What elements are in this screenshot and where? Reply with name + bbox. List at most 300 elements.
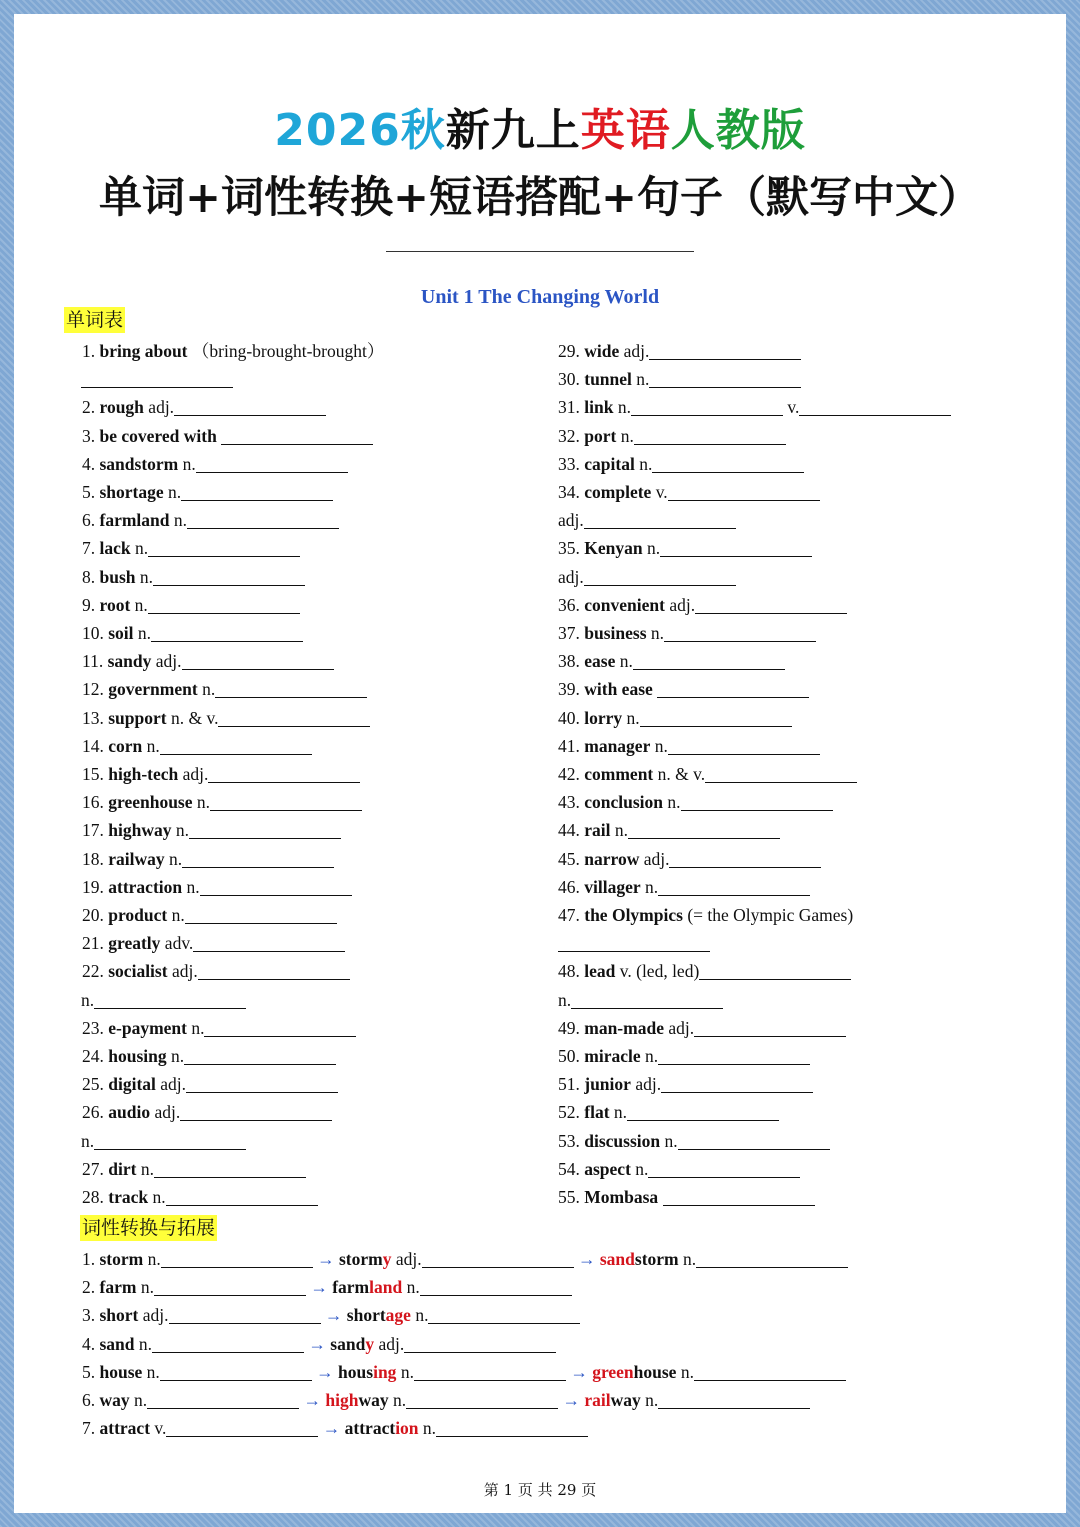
vocab-item xyxy=(558,396,951,418)
item-number: 46. xyxy=(558,876,585,897)
arrow-icon: → xyxy=(311,1361,339,1382)
vocab-word: highway xyxy=(108,820,172,841)
part-of-speech: n. xyxy=(143,1249,161,1269)
answer-blank[interactable] xyxy=(652,456,804,473)
answer-blank[interactable] xyxy=(657,681,809,698)
vocab-word: soil xyxy=(108,623,134,643)
part-of-speech: n. xyxy=(616,425,634,446)
part-of-speech: adv. xyxy=(160,933,194,954)
answer-blank[interactable] xyxy=(174,399,326,416)
part-of-speech: adj. xyxy=(664,594,696,615)
item-number: 50. xyxy=(558,1046,585,1066)
answer-blank[interactable] xyxy=(184,1048,336,1065)
vocab-word: track xyxy=(108,1187,149,1207)
part-of-speech: n. xyxy=(136,1158,154,1179)
vocab-word: audio xyxy=(108,1102,151,1123)
vocab-item xyxy=(558,876,810,898)
arrow-icon: → xyxy=(320,1305,347,1326)
item-number: 35. xyxy=(558,538,585,559)
answer-blank[interactable] xyxy=(193,935,345,952)
part-of-speech: n. xyxy=(129,1390,148,1410)
vocab-item xyxy=(558,1130,830,1152)
part-of-speech: n. xyxy=(640,1390,659,1410)
vocab-item xyxy=(82,509,339,531)
answer-blank[interactable] xyxy=(182,653,334,670)
vocab-item xyxy=(558,960,851,982)
vocab-word: aspect xyxy=(584,1158,631,1179)
answer-blank[interactable] xyxy=(678,1133,830,1150)
part-of-speech: adj. xyxy=(558,566,584,587)
answer-blank[interactable] xyxy=(631,399,783,416)
part-of-speech: n. xyxy=(167,905,185,925)
part-of-speech: n. xyxy=(164,848,183,869)
item-number: 27. xyxy=(82,1158,109,1179)
item-number: 16. xyxy=(82,792,109,813)
answer-blank[interactable] xyxy=(208,766,360,783)
item-number: 54. xyxy=(558,1158,585,1179)
answer-blank[interactable] xyxy=(649,371,801,388)
answer-blank[interactable] xyxy=(668,738,820,755)
vocab-word: manager xyxy=(584,735,651,756)
base-word: sand xyxy=(99,1333,135,1354)
answer-blank[interactable] xyxy=(699,963,851,980)
vocab-item xyxy=(82,481,333,503)
answer-blank[interactable] xyxy=(799,399,951,416)
answer-blank[interactable] xyxy=(558,935,710,952)
part-of-speech: n. xyxy=(402,1277,420,1298)
item-number: 7. xyxy=(82,1418,100,1439)
part-of-speech: n. & v. xyxy=(166,707,219,728)
answer-blank[interactable] xyxy=(166,1420,318,1437)
part-of-speech: adj. xyxy=(143,397,175,418)
derived-word-part: sand xyxy=(330,1333,366,1354)
item-number: 19. xyxy=(82,876,109,897)
vocab-word: support xyxy=(108,707,167,728)
item-number: 11. xyxy=(82,651,108,672)
vocab-item xyxy=(82,340,384,362)
item-number: 12. xyxy=(82,679,109,700)
vocab-word: sandy xyxy=(107,651,152,672)
item-number: 2. xyxy=(82,1277,100,1298)
derived-word-part: land xyxy=(369,1277,403,1298)
vocab-word: junior xyxy=(584,1074,631,1095)
vocab-item xyxy=(558,1158,800,1180)
conversion-row xyxy=(82,1389,810,1411)
vocab-word: greenhouse xyxy=(108,792,193,813)
vocab-word: complete xyxy=(584,482,652,502)
vocab-word: tunnel xyxy=(584,369,632,390)
arrow-icon: → xyxy=(558,1390,585,1410)
answer-blank[interactable] xyxy=(147,1392,299,1409)
item-number: 10. xyxy=(82,623,109,643)
part-of-speech: adj. xyxy=(391,1249,422,1269)
part-of-speech: adj. xyxy=(150,1102,181,1123)
answer-blank[interactable] xyxy=(182,851,334,868)
item-number: 2. xyxy=(82,397,100,418)
vocab-word: bush xyxy=(99,566,136,587)
derived-word-part: rail xyxy=(584,1390,611,1410)
part-of-speech: adj. xyxy=(138,1305,169,1326)
item-number: 14. xyxy=(82,735,109,756)
derived-word-part: high xyxy=(325,1390,359,1410)
part-of-speech: n. xyxy=(130,594,148,615)
answer-blank[interactable] xyxy=(200,879,352,896)
vocab-word: villager xyxy=(584,876,641,897)
part-of-speech: adj. xyxy=(151,651,182,672)
part-of-speech: n. xyxy=(130,538,149,559)
vocab-word: e-payment xyxy=(108,1017,187,1038)
answer-blank[interactable] xyxy=(669,851,821,868)
answer-blank[interactable] xyxy=(404,1336,556,1353)
answer-blank[interactable] xyxy=(422,1251,574,1268)
vocab-word: bring about xyxy=(99,341,188,361)
part-of-speech: n. xyxy=(178,453,196,474)
derived-word-part: sand xyxy=(599,1249,635,1269)
answer-blank[interactable] xyxy=(648,1161,800,1178)
vocab-item xyxy=(82,537,300,559)
item-number: 22. xyxy=(82,961,109,982)
part-of-speech: n. xyxy=(163,482,182,502)
vocab-word: greatly xyxy=(108,933,161,954)
answer-blank[interactable] xyxy=(94,1133,246,1150)
vocab-word: with ease xyxy=(584,679,653,700)
part-of-speech: n. xyxy=(197,679,216,700)
item-number: 25. xyxy=(82,1074,109,1095)
item-number: 18. xyxy=(82,848,109,869)
vocab-item xyxy=(558,340,801,362)
item-number: 4. xyxy=(82,453,100,474)
answer-blank[interactable] xyxy=(640,710,792,727)
item-number: 37. xyxy=(558,623,585,643)
item-number: 28. xyxy=(82,1187,109,1207)
answer-blank[interactable] xyxy=(428,1307,580,1324)
part-of-speech: (= the Olympic Games) xyxy=(682,905,854,925)
answer-blank[interactable] xyxy=(694,1020,846,1037)
answer-blank[interactable] xyxy=(180,1104,332,1121)
vocab-item xyxy=(82,650,334,672)
vocab-item xyxy=(82,763,360,785)
item-number: 53. xyxy=(558,1130,585,1151)
item-number: 5. xyxy=(82,1361,100,1382)
answer-blank[interactable] xyxy=(696,1251,848,1268)
arrow-icon: → xyxy=(573,1249,600,1269)
vocab-word: narrow xyxy=(584,848,640,869)
vocab-word: link xyxy=(584,397,614,418)
vocab-continuation xyxy=(558,509,736,531)
unit-title: Unit 1 The Changing World xyxy=(420,286,660,308)
base-word: storm xyxy=(99,1249,144,1269)
answer-blank[interactable] xyxy=(148,540,300,557)
item-number: 1. xyxy=(82,341,100,361)
answer-blank[interactable] xyxy=(215,681,367,698)
vocab-word: capital xyxy=(584,453,635,474)
vocab-word: shortage xyxy=(99,482,164,502)
item-number: 42. xyxy=(558,764,585,784)
vocab-item xyxy=(82,932,345,954)
answer-blank[interactable] xyxy=(154,1161,306,1178)
part-of-speech: n. xyxy=(558,989,572,1010)
item-number: 9. xyxy=(82,594,100,615)
item-number: 30. xyxy=(558,369,585,390)
answer-blank[interactable] xyxy=(94,992,246,1009)
part-of-speech: n. xyxy=(410,1305,429,1326)
part-of-speech: n. xyxy=(630,1158,649,1179)
item-number: 15. xyxy=(82,764,109,784)
vocab-item xyxy=(558,622,816,644)
vocab-item xyxy=(82,735,312,757)
answer-blank[interactable] xyxy=(169,1307,321,1324)
answer-blank[interactable] xyxy=(634,428,786,445)
answer-blank[interactable] xyxy=(154,1279,306,1296)
derived-word-part: age xyxy=(385,1305,411,1326)
derived-word-part: house xyxy=(633,1361,677,1382)
answer-blank[interactable] xyxy=(681,794,833,811)
vocab-word: convenient xyxy=(584,594,665,615)
answer-blank[interactable] xyxy=(153,569,305,586)
derived-word-part: y xyxy=(382,1249,392,1269)
part-of-speech: n. xyxy=(186,1017,205,1038)
vocab-item xyxy=(82,1186,318,1208)
answer-blank[interactable] xyxy=(649,343,801,360)
part-of-speech: n. xyxy=(388,1390,407,1410)
base-word: farm xyxy=(99,1277,137,1298)
part-of-speech: n. xyxy=(166,1046,185,1066)
item-number: 20. xyxy=(82,905,109,925)
part-of-speech: n. xyxy=(148,1187,166,1207)
derived-word-part: farm xyxy=(332,1277,370,1298)
vocab-word: corn xyxy=(108,735,143,756)
answer-blank[interactable] xyxy=(664,625,816,642)
item-number: 6. xyxy=(82,510,100,531)
part-of-speech: n. xyxy=(615,651,633,672)
part-of-speech: n. xyxy=(610,820,628,841)
vocab-item xyxy=(558,1186,815,1208)
vocab-word: discussion xyxy=(584,1130,661,1151)
part-of-speech: n. xyxy=(678,1249,697,1269)
vocab-word: socialist xyxy=(108,961,168,982)
conversion-row xyxy=(82,1304,580,1326)
answer-blank[interactable] xyxy=(186,1076,338,1093)
answer-blank[interactable] xyxy=(210,794,362,811)
vocab-word: flat xyxy=(584,1102,610,1123)
part-of-speech: v. xyxy=(782,397,800,418)
item-number: 24. xyxy=(82,1046,109,1066)
answer-blank[interactable] xyxy=(160,1364,312,1381)
part-of-speech: n. xyxy=(81,989,95,1010)
divider xyxy=(386,251,694,252)
item-number: 13. xyxy=(82,707,109,728)
part-of-speech: n. xyxy=(660,1130,678,1151)
item-number: 34. xyxy=(558,482,585,502)
title-part: 人教版 xyxy=(670,105,806,156)
part-of-speech: n. xyxy=(418,1418,437,1439)
answer-blank[interactable] xyxy=(658,879,810,896)
arrow-icon: → xyxy=(305,1277,333,1298)
vocab-word: be covered with xyxy=(99,425,217,446)
vocab-item xyxy=(82,425,373,447)
title-part: 2026秋 xyxy=(274,105,446,156)
vocab-item xyxy=(558,368,801,390)
item-number: 32. xyxy=(558,425,585,446)
vocab-item xyxy=(558,848,821,870)
vocab-item xyxy=(558,481,820,503)
part-of-speech: v. (led, led) xyxy=(615,961,700,982)
vocab-word: man-made xyxy=(584,1017,664,1038)
part-of-speech: n. xyxy=(142,735,160,756)
answer-blank[interactable] xyxy=(694,1364,846,1381)
arrow-icon: → xyxy=(299,1390,326,1410)
vocab-item xyxy=(558,791,833,813)
section-label-conversion: 词性转换与拓展 xyxy=(82,1217,216,1239)
vocab-word: root xyxy=(99,594,131,615)
answer-blank[interactable] xyxy=(584,569,736,586)
vocab-item xyxy=(558,1045,810,1067)
derived-word-part: ing xyxy=(373,1361,397,1382)
answer-blank[interactable] xyxy=(420,1279,572,1296)
vocab-word: high-tech xyxy=(108,764,179,784)
item-number: 47. xyxy=(558,905,585,925)
vocab-word: government xyxy=(108,679,198,700)
vocab-item xyxy=(558,904,853,926)
answer-blank[interactable] xyxy=(166,1189,318,1206)
base-word: house xyxy=(99,1361,143,1382)
vocab-word: rough xyxy=(99,397,144,418)
part-of-speech: adj. xyxy=(639,848,670,869)
vocab-word: housing xyxy=(108,1046,167,1066)
item-number: 48. xyxy=(558,961,585,982)
answer-blank[interactable] xyxy=(221,428,373,445)
vocab-item xyxy=(82,791,362,813)
vocab-word: lead xyxy=(584,961,616,982)
answer-blank[interactable] xyxy=(661,1076,813,1093)
vocab-item xyxy=(82,396,326,418)
part-of-speech: n. xyxy=(396,1361,414,1382)
answer-blank[interactable] xyxy=(660,540,812,557)
item-number: 6. xyxy=(82,1390,100,1410)
part-of-speech: n. xyxy=(622,707,640,728)
answer-blank[interactable] xyxy=(414,1364,566,1381)
answer-blank[interactable] xyxy=(151,625,303,642)
derived-word-part: short xyxy=(346,1305,386,1326)
part-of-speech: n. xyxy=(171,820,189,841)
item-number: 40. xyxy=(558,707,585,728)
answer-blank[interactable] xyxy=(160,738,312,755)
vocab-continuation xyxy=(81,989,246,1011)
answer-blank[interactable] xyxy=(187,512,339,529)
answer-blank[interactable] xyxy=(436,1420,588,1437)
vocab-word: wide xyxy=(584,341,620,361)
item-number: 17. xyxy=(82,820,109,841)
page-title xyxy=(14,94,1066,158)
section-label-vocab: 单词表 xyxy=(66,309,124,331)
part-of-speech: n. xyxy=(169,510,187,531)
item-number: 3. xyxy=(82,1305,100,1326)
answer-blank[interactable] xyxy=(81,371,233,388)
vocab-word: product xyxy=(108,905,168,925)
answer-blank[interactable] xyxy=(148,597,300,614)
part-of-speech: n. xyxy=(663,792,681,813)
vocab-word: Mombasa xyxy=(584,1187,659,1207)
item-number: 5. xyxy=(82,482,100,502)
vocab-word: rail xyxy=(584,820,611,841)
vocab-item xyxy=(82,904,337,926)
base-word: short xyxy=(99,1305,139,1326)
vocab-item xyxy=(82,1101,332,1123)
answer-blank[interactable] xyxy=(161,1251,313,1268)
answer-blank[interactable] xyxy=(663,1189,815,1206)
vocab-word: lack xyxy=(99,538,131,559)
vocab-item xyxy=(558,707,792,729)
part-of-speech: v. xyxy=(651,482,668,502)
vocab-word: the Olympics xyxy=(584,905,683,925)
part-of-speech: n. xyxy=(650,735,668,756)
vocab-word: conclusion xyxy=(584,792,664,813)
vocab-word: digital xyxy=(108,1074,156,1095)
derived-word-part: way xyxy=(358,1390,389,1410)
vocab-word: Kenyan xyxy=(584,538,643,559)
answer-blank[interactable] xyxy=(571,992,723,1009)
part-of-speech: n. & v. xyxy=(653,764,706,784)
part-of-speech: n. xyxy=(640,876,659,897)
answer-blank[interactable] xyxy=(658,1048,810,1065)
item-number: 51. xyxy=(558,1074,585,1095)
answer-blank[interactable] xyxy=(705,766,857,783)
arrow-icon: → xyxy=(312,1249,339,1269)
vocab-item xyxy=(558,678,809,700)
derived-word-part: ion xyxy=(395,1418,419,1439)
item-number: 38. xyxy=(558,651,585,672)
arrow-icon: → xyxy=(565,1361,593,1382)
part-of-speech: n. xyxy=(142,1361,160,1382)
answer-blank[interactable] xyxy=(204,1020,356,1037)
answer-blank[interactable] xyxy=(198,963,350,980)
vocab-item xyxy=(82,594,300,616)
vocab-item xyxy=(82,707,370,729)
answer-blank[interactable] xyxy=(584,512,736,529)
answer-blank[interactable] xyxy=(633,653,785,670)
answer-blank[interactable] xyxy=(658,1392,810,1409)
vocab-item xyxy=(82,566,305,588)
vocab-item xyxy=(82,960,350,982)
item-number: 21. xyxy=(82,933,109,954)
item-number: 7. xyxy=(82,538,100,559)
item-number: 8. xyxy=(82,566,100,587)
part-of-speech: n. xyxy=(631,369,650,390)
answer-blank[interactable] xyxy=(189,822,341,839)
vocab-word: lorry xyxy=(584,707,623,728)
answer-blank[interactable] xyxy=(668,484,820,501)
answer-blank[interactable] xyxy=(406,1392,558,1409)
answer-blank[interactable] xyxy=(218,710,370,727)
answer-blank[interactable] xyxy=(628,822,780,839)
answer-blank[interactable] xyxy=(196,456,348,473)
vocab-word: ease xyxy=(584,651,616,672)
answer-blank[interactable] xyxy=(627,1104,779,1121)
vocab-item xyxy=(82,1073,338,1095)
vocab-item xyxy=(82,876,352,898)
vocab-item xyxy=(558,425,786,447)
item-number: 29. xyxy=(558,341,585,361)
derived-word-part: y xyxy=(365,1333,375,1354)
vocab-word: railway xyxy=(108,848,165,869)
vocab-continuation xyxy=(558,566,736,588)
answer-blank[interactable] xyxy=(695,597,847,614)
item-number: 45. xyxy=(558,848,585,869)
answer-blank[interactable] xyxy=(181,484,333,501)
answer-blank[interactable] xyxy=(185,907,337,924)
part-of-speech: n. xyxy=(646,623,665,643)
answer-blank[interactable] xyxy=(152,1336,304,1353)
